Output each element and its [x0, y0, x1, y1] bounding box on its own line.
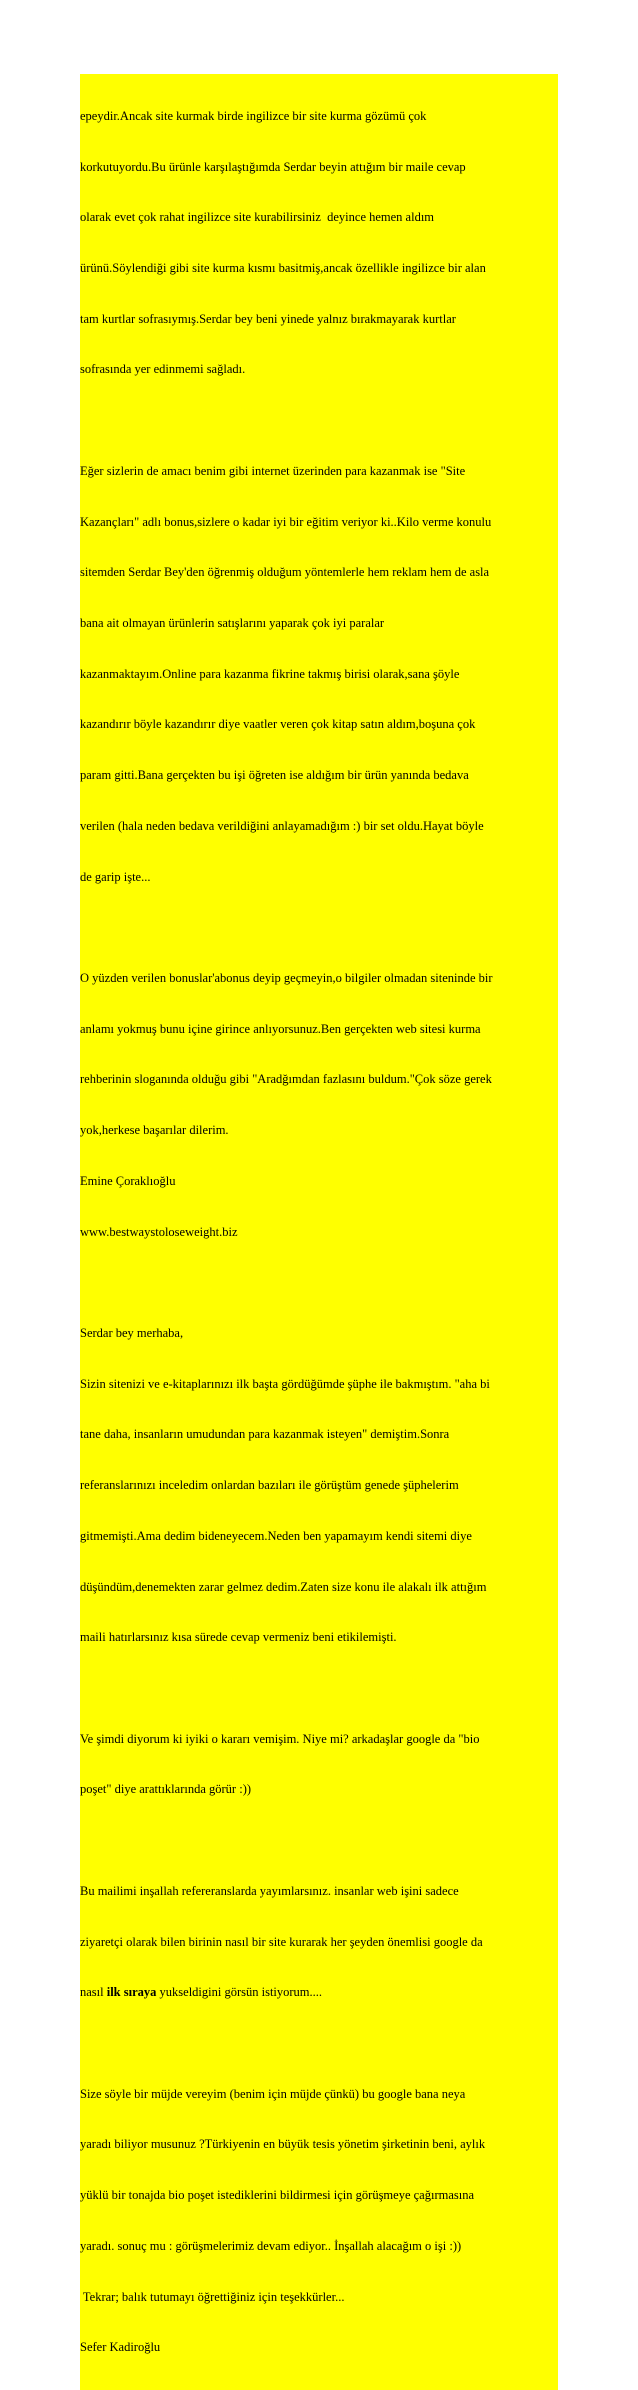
text-line: anlamı yokmuş bunu içine girince anlıyorsunuz.Ben gerçekten web sitesi kurma [80, 1021, 481, 1036]
text-line: Size söyle bir müjde vereyim (benim için müjde çünkü) bu google bana neya [80, 2086, 466, 2101]
paragraph-good-news [80, 2052, 558, 2390]
paragraph-gap [80, 2035, 558, 2052]
author-name: Sefer Kadiroğlu [80, 2340, 161, 2355]
text-line: yaradı. sonuç mu : görüşmelerimiz devam ediyor.. İnşallah alacağım o işi :)) [80, 2238, 462, 2253]
paragraph-gap [80, 1832, 558, 1849]
text-segment: nasıl [80, 1985, 107, 2000]
text-line: düşündüm,denemekten zarar gelmez dedim.Zaten size konu ile alakalı ilk attığım [80, 1579, 487, 1594]
text-line: rehberinin sloganında olduğu gibi "Aradğımdan fazlasını buldum."Çok söze gerek [80, 1072, 492, 1087]
text-line: olarak evet çok rahat ingilizce site kurabilirsiniz deyince hemen aldım [80, 210, 435, 225]
text-line: yaradı biliyor musunuz ?Türkiyenin en büyük tesis yönetim şirketinin beni, aylık [80, 2137, 486, 2152]
author-website: www.bestwaystoloseweight.biz [80, 1224, 238, 1239]
paragraph-letter-intro [80, 1291, 558, 1680]
text-line: kazandırır böyle kazandırır diye vaatler veren çok kitap satın aldım,boşuna çok [80, 717, 476, 732]
text-line: Eğer sizlerin de amacı benim gibi internet üzerinden para kazanmak ise "Site [80, 463, 466, 478]
text-segment: yukseldigini görsün istiyorum.... [156, 1985, 323, 2000]
text-line: O yüzden verilen bonuslar'abonus deyip geçmeyin,o bilgiler olmadan siteninde bir [80, 971, 493, 985]
text-line: poşet" diye arattıklarında görür :)) [80, 1782, 252, 1797]
bold-phrase: ilk sıraya [106, 1985, 157, 2000]
paragraph-gap [80, 412, 558, 429]
paragraph-gap [80, 1680, 558, 1697]
text-line: param gitti.Bana gerçekten bu işi öğreten ise aldığım bir ürün yanında bedava [80, 768, 469, 783]
text-line: maili hatırlarsınız kısa sürede cevap vermeniz beni etikilemişti. [80, 1630, 397, 1645]
text-line: Ve şimdi diyorum ki iyiki o kararı vemişim. Niye mi? arkadaşlar google da "bio [80, 1731, 480, 1746]
text-line: Sizin sitenizi ve e-kitaplarınızı ilk başta gördüğümde şüphe ile bakmıştım. "aha bi [80, 1376, 490, 1391]
text-line: verilen (hala neden bedava verildiğini anlayamadığım :) bir set oldu.Hayat böyle [80, 818, 484, 833]
text-line: gitmemişti.Ama dedim bideneyecem.Neden ben yapamayım kendi sitemi diye [80, 1528, 472, 1543]
text-line: kazanmaktayım.Online para kazanma fikrine takmış birisi olarak,sana şöyle [80, 666, 460, 681]
text-line-with-bold [80, 1984, 558, 2001]
text-line: yüklü bir tonajda bio poşet istediklerini bildirmesi için görüşmeye çağırmasına [80, 2188, 475, 2203]
text-line: epeydir.Ancak site kurmak birde ingilizce bir site kurma gözümü çok [80, 108, 427, 123]
text-line: tane daha, insanların umudundan para kazanmak isteyen" demiştim.Sonra [80, 1427, 450, 1442]
text-line: korkutuyordu.Bu ürünle karşılaştığımda Serdar beyin attığım bir maile cevap [80, 159, 466, 174]
text-line: sitemden Serdar Bey'den öğrenmiş olduğum yöntemlerle hem reklam hem de asla [80, 565, 490, 580]
paragraph-reference [80, 1849, 558, 2035]
text-line: Tekrar; balık tutumayı öğrettiğiniz için teşekkürler... [80, 2289, 345, 2304]
text-line: bana ait olmayan ürünlerin satışlarını yaparak çok iyi paralar [80, 615, 385, 630]
document-page [80, 74, 558, 2390]
paragraph-gap [80, 919, 558, 936]
text-line: de garip işte... [80, 869, 151, 884]
text-line: yok,herkese başarılar dilerim. [80, 1123, 229, 1138]
text-line: referanslarınızı inceledim onlardan bazıları ile görüştüm genede şüphelerim [80, 1478, 459, 1493]
author-name: Emine Çoraklıoğlu [80, 1173, 176, 1188]
greeting: Serdar bey merhaba, [80, 1326, 184, 1341]
text-line: Kazançları" adlı bonus,sizlere o kadar iyi bir eğitim veriyor ki..Kilo verme konulu [80, 514, 492, 529]
text-line: ziyaretçi olarak bilen birinin nasıl bir site kurarak her şeyden önemlisi google da [80, 1934, 483, 1949]
paragraph-testimonial-emine [80, 936, 558, 1274]
paragraph-intro [80, 74, 558, 412]
text-line: Bu mailimi inşallah refereranslarda yayımlarsınız. insanlar web işini sadece [80, 1883, 459, 1898]
text-line: ürünü.Söylendiği gibi site kurma kısmı basitmiş,ancak özellikle ingilizce bir alan [80, 260, 486, 275]
text-line: tam kurtlar sofrasıymış.Serdar bey beni yinede yalnız bırakmayarak kurtlar [80, 311, 456, 326]
paragraph-bonus [80, 429, 558, 919]
paragraph-gap [80, 1274, 558, 1291]
paragraph-decision [80, 1697, 558, 1832]
text-line: sofrasında yer edinmemi sağladı. [80, 362, 246, 377]
